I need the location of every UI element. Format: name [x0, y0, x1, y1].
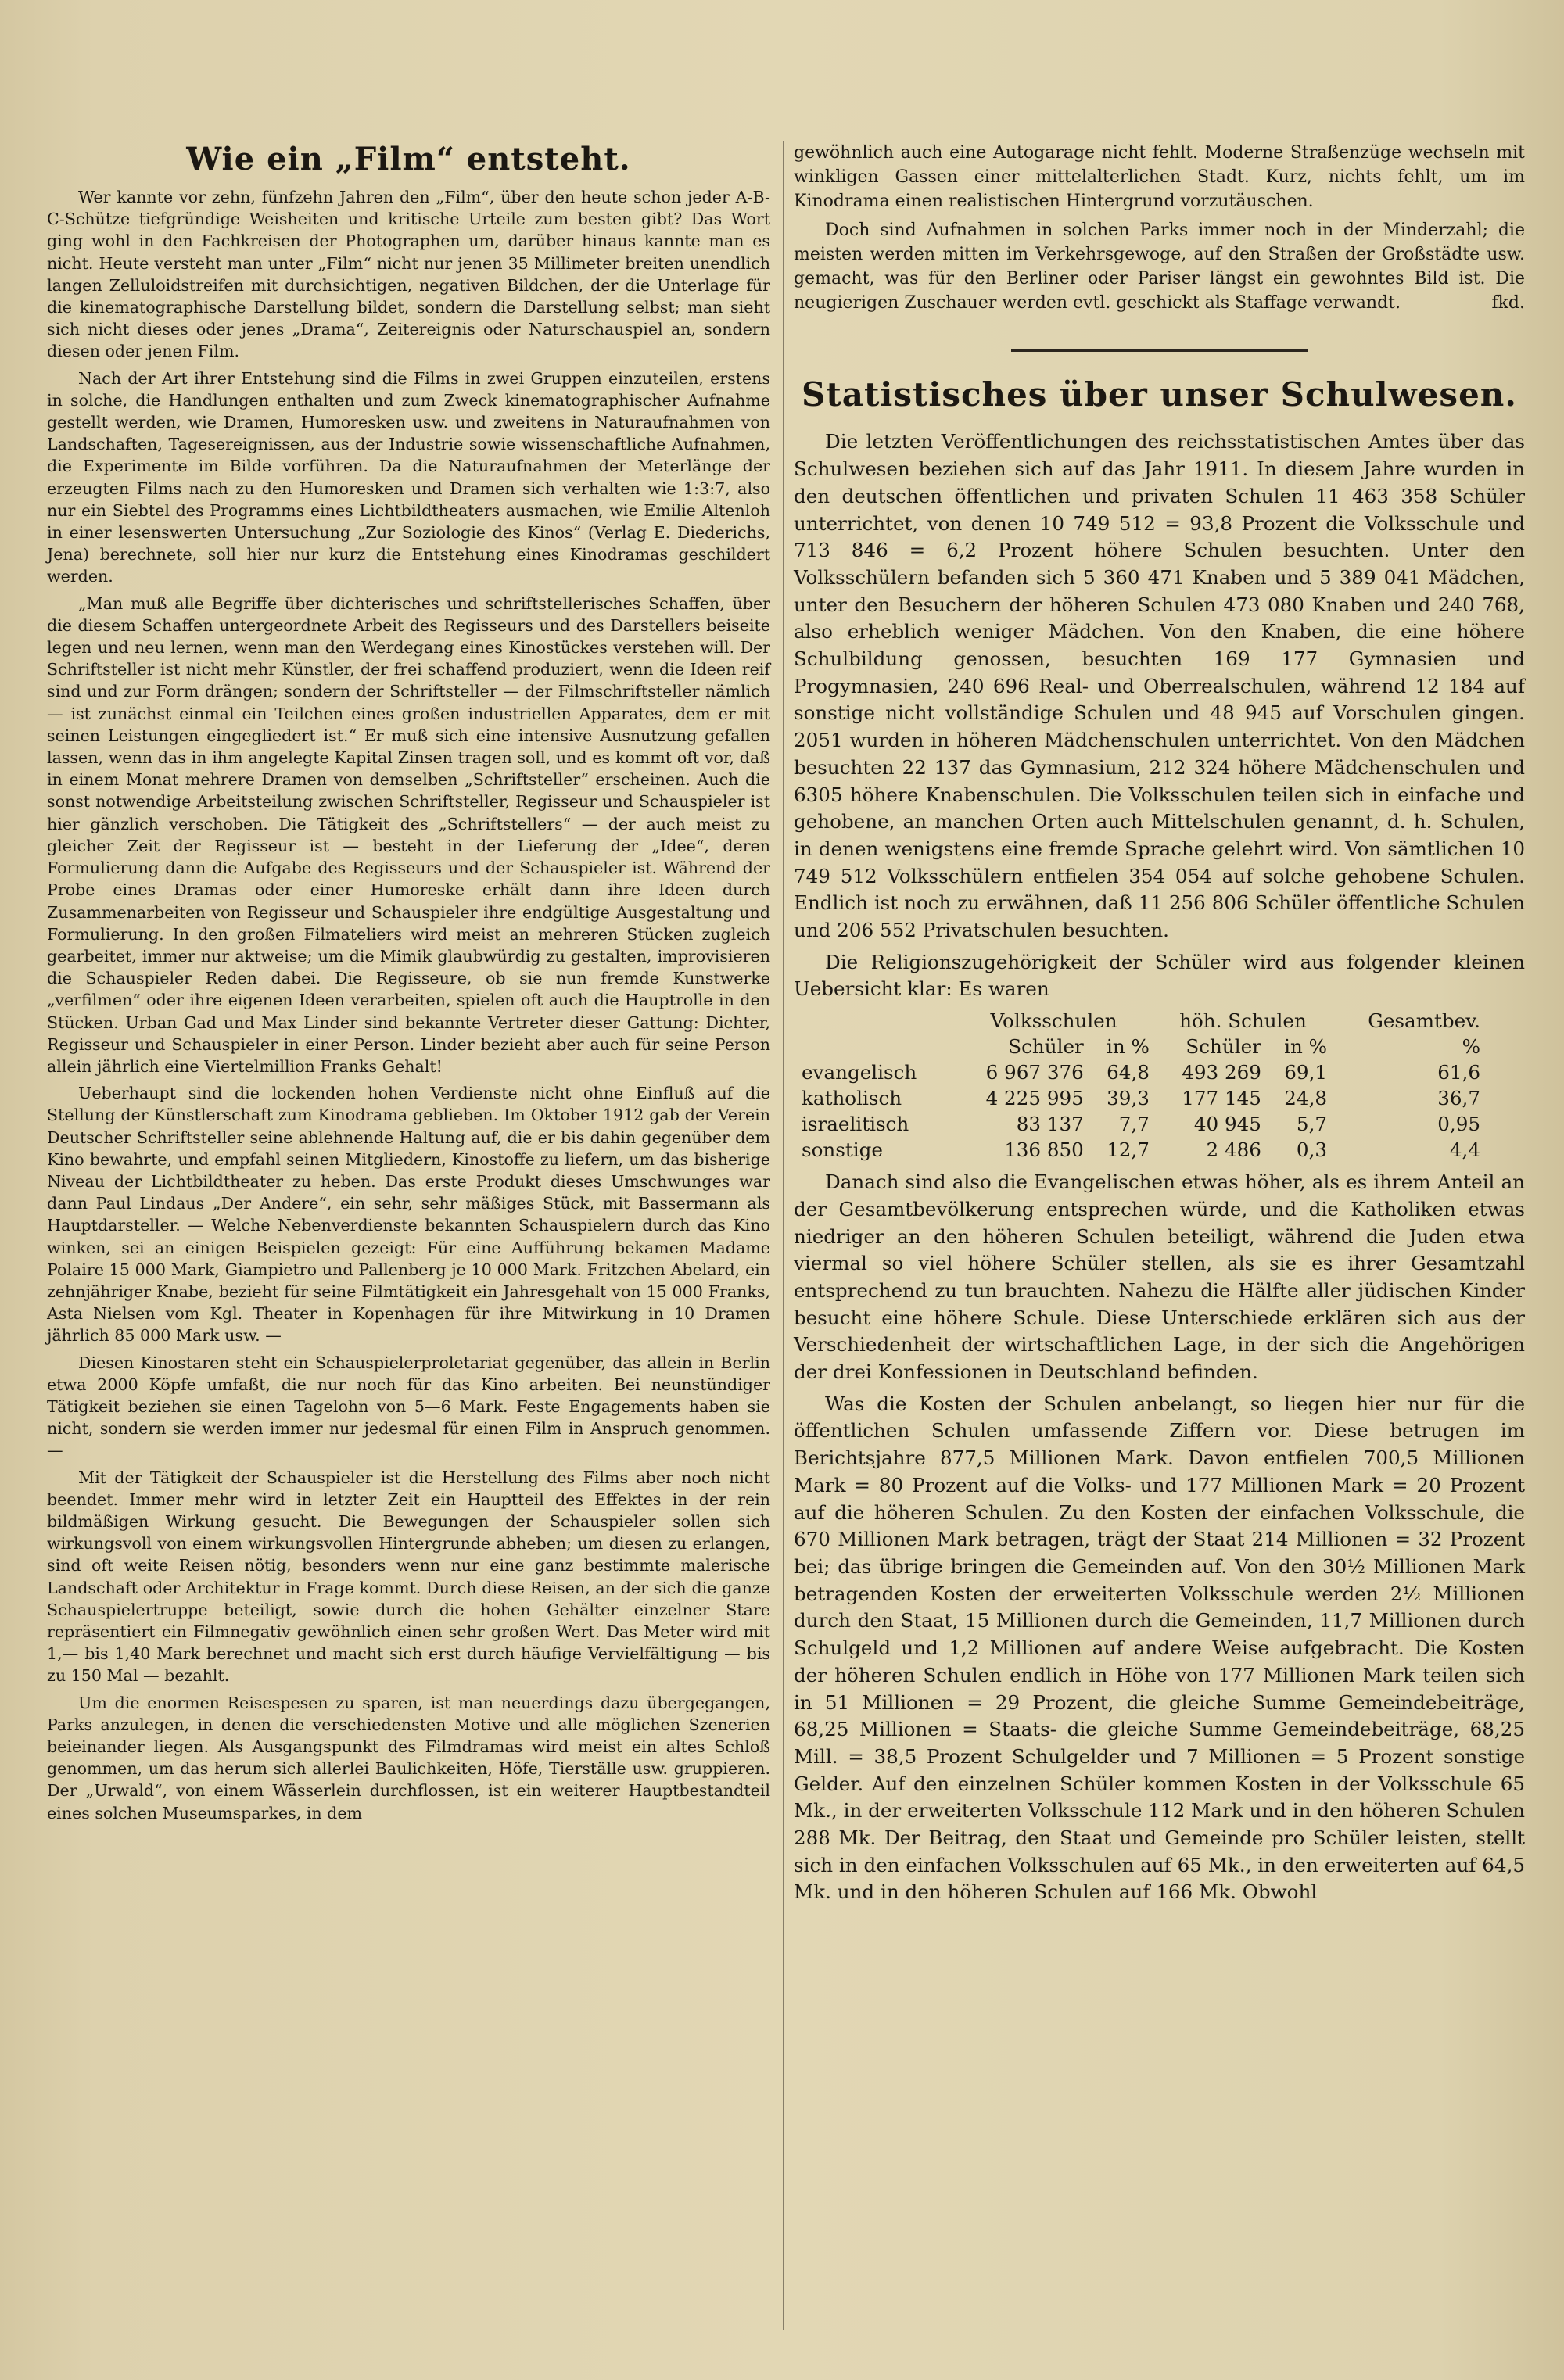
column-divider	[783, 141, 784, 2330]
article-film-paragraph: Wer kannte vor zehn, fünfzehn Jahren den „Film“, über den heute schon jeder A-B-C-Schütze tiefgründige Weisheiten und kritische Urteile zum besten gibt? Das Wort ging wohl in den Fachkreisen der Photographen um, darüber hinaus kannte man es nicht. Heute versteht man unter „Film“ nicht nur jenen 35 Millimeter breiten unendlich langen Zelluloidstreifen mit durchsichtigen, negativen Bildchen, der die Unterlage für die kinematographische Darstellung bildet, sondern die Darstellung selbst; man sieht sich nicht dieses oder jenes „Drama“, Zeitereignis oder Naturschauspiel an, sondern diesen oder jenen Film.	[47, 188, 770, 361]
cell-volksschulen-percent: 7,7	[1118, 1113, 1150, 1136]
table-sub-header-row	[797, 1034, 1485, 1059]
article-school-paragraph: Die letzten Veröffentlichungen des reichsstatistischen Amtes über das Schulwesen beziehen sich auf das Jahr 1911. In diesem Jahre wurden in den deutschen öffentlichen und privaten Schulen 11 463 358 Schüler unterrichtet, von denen 10 749 512 = 93,8 Prozent die Volksschule und 713 846 = 6,2 Prozent höhere Schulen besuchten. Unter den Volksschülern befanden sich 5 360 471 Knaben und 5 389 041 Mädchen, unter den Besuchern der höheren Schulen 473 080 Knaben und 240 768, also erheblich weniger Mädchen. Von den Knaben, die eine höhere Schulbildung genossen, besuchten 169 177 Gymnasien und Progymnasien, 240 696 Real- und Oberrealschulen, während 12 184 auf sonstige nicht vollständige Schulen und 48 945 auf Vorschulen gingen. 2051 wurden in höheren Mädchenschulen unterrichtet. Von den Mädchen besuchten 22 137 das Gymnasium, 212 324 höhere Mädchenschulen und 6305 höhere Knabenschulen. Die Volksschulen teilen sich in einfache und gehobene, an manchen Orten auch Mittelschulen genannt, d. h. Schulen, in denen wenigstens eine fremde Sprache gelehrt wird. Von sämtlichen 10 749 512 Volksschülern entfielen 354 054 auf solche gehobene Schulen. Endlich ist noch zu erwähnen, daß 11 256 806 Schüler öffentliche Schulen und 206 552 Privatschulen besuchten.	[794, 430, 1525, 942]
table-row	[797, 1085, 1485, 1111]
cell-volksschulen-schueler: 136 850	[1004, 1138, 1084, 1162]
article-school	[794, 375, 1525, 1906]
row-label: katholisch	[802, 1087, 902, 1110]
cell-volksschulen-schueler: 6 967 376	[985, 1061, 1084, 1084]
column-header-percent: in %	[1107, 1035, 1150, 1059]
cell-hoehere-schueler: 2 486	[1206, 1138, 1261, 1162]
article-film-paragraph: Diesen Kinostaren steht ein Schauspielerproletariat gegenüber, das allein in Berlin etwa 2000 Köpfe umfaßt, die nur noch für das Kino arbeiten. Bei neunstündiger Tätigkeit beziehen sie einen Tagelohn von 5—6 Mark. Feste Engagements haben sie nicht, sondern sie werden immer nur jedesmal für einen Film in Anspruch genommen. —	[47, 1353, 770, 1461]
article-film-continuation-text: Doch sind Aufnahmen in solchen Parks immer noch in der Minderzahl; die meisten werden mitten im Verkehrsgewoge, auf den Straßen der Großstädte usw. gemacht, was für den Berliner oder Pariser längst ein gewohntes Bild ist. Die neugierigen Zuschauer werden evtl. geschickt als Staffage verwandt.	[794, 220, 1525, 313]
religion-statistics-table	[797, 1008, 1485, 1163]
table-group-header-row	[797, 1008, 1485, 1034]
column-header-percent: %	[1462, 1035, 1480, 1059]
article-separator	[1011, 349, 1308, 352]
cell-volksschulen-percent: 39,3	[1107, 1087, 1150, 1110]
article-film-title: Wie ein „Film“ entsteht.	[186, 141, 631, 177]
column-group-volksschulen: Volksschulen	[990, 1009, 1117, 1033]
cell-hoehere-percent: 24,8	[1284, 1087, 1328, 1110]
cell-hoehere-percent: 69,1	[1284, 1061, 1328, 1084]
column-group-gesamtbevoelkerung: Gesamtbev.	[1368, 1009, 1480, 1033]
column-header-percent: in %	[1284, 1035, 1328, 1059]
column-group-hoehere-schulen: höh. Schulen	[1179, 1009, 1307, 1033]
cell-volksschulen-schueler: 4 225 995	[985, 1087, 1084, 1110]
article-film-paragraph: Nach der Art ihrer Entstehung sind die Films in zwei Gruppen einzuteilen, erstens in solche, die Handlungen enthalten und zum Zweck kinematographischer Aufnahme gestellt werden, wie Dramen, Humoresken usw. und zweitens in Naturaufnahmen von Landschaften, Tagesereignissen, aus der Industrie sowie wissenschaftliche Aufnahmen, die Experimente im Bilde vorführen. Da die Naturaufnahmen der Meterlänge der erzeugten Films nach zu den Humoresken und Dramen sich verhalten wie 1:3:7, also nur ein Siebtel des Programms eines Lichtbildtheaters ausmachen, wie Emilie Altenloh in einer lesenswerten Untersuchung „Zur Soziologie des Kinos“ (Verlag E. Diederichs, Jena) berechnete, soll hier nur kurz die Entstehung eines Kinodramas geschildert werden.	[47, 368, 770, 586]
cell-hoehere-percent: 0,3	[1296, 1138, 1328, 1162]
column-header-schueler: Schüler	[1186, 1035, 1261, 1059]
article-film-paragraph: Ueberhaupt sind die lockenden hohen Verdienste nicht ohne Einfluß auf die Stellung der Künstlerschaft zum Kinodrama geblieben. Im Oktober 1912 gab der Verein Deutscher Schriftsteller seine ablehnende Haltung auf, die er bis dahin gegenüber dem Kino bewahrte, und empfahl seinen Mitgliedern, Kinostoffe zu liefern, um das bisherige Niveau der Lichtbildtheater zu heben. Das erste Produkt dieses Umschwunges war dann Paul Lindaus „Der Andere“, ein sehr, sehr mäßiges Stück, mit Bassermann als Hauptdarsteller. — Welche Nebenverdienste bekannten Schauspielern durch das Kino winken, sei an einigen Beispielen gezeigt: Für eine Aufführung bekamen Madame Polaire 15 000 Mark, Giampietro und Pallenberg je 10 000 Mark. Fritzchen Abelard, ein zehnjähriger Knabe, bezieht für seine Filmtätigkeit ein Jahresgehalt von 15 000 Franks, Asta Nielsen vom Kgl. Theater in Kopenhagen für ihre Mitwirkung in 10 Dramen jährlich 85 000 Mark usw. —	[47, 1084, 770, 1346]
article-film-continuation-paragraph	[794, 218, 1525, 315]
article-school-paragraph: Die Religionszugehörigkeit der Schüler wird aus folgender kleinen Uebersicht klar: Es waren	[794, 950, 1525, 1001]
column-header-schueler: Schüler	[1008, 1035, 1084, 1059]
row-label: sonstige	[802, 1138, 883, 1162]
article-film-continuation	[794, 141, 1525, 315]
article-film-paragraph: „Man muß alle Begriffe über dichterisches und schriftstellerisches Schaffen, über die diesem Schaffen untergeordnete Arbeit des Regisseurs und des Darstellers beiseite legen und neu lernen, wenn man den Werdegang eines Kinostückes verstehen will. Der Schriftsteller ist nicht mehr Künstler, der frei schaffend produziert, wenn die Ideen reif sind und zur Form drängen; sondern der Schriftsteller — der Filmschriftsteller nämlich — ist zunächst einmal ein Teilchen eines großen industriellen Apparates, dem er mit seinen Leistungen eingegliedert ist.“ Er muß sich eine intensive Ausnutzung gefallen lassen, wenn das in ihm angelegte Kapital Zinsen tragen soll, und es kommt oft vor, daß in einem Monat mehrere Dramen von demselben „Schriftsteller“ erscheinen. Auch die sonst notwendige Arbeitsteilung zwischen Schriftsteller, Regisseur und Schauspieler ist hier gänzlich verschoben. Die Tätigkeit des „Schriftstellers“ — der auch meist zu gleicher Zeit der Regisseur ist — besteht in der Lieferung der „Idee“, deren Formulierung dann die Aufgabe des Regisseurs und der Schauspieler ist. Während der Probe eines Dramas oder einer Humoreske erhält dann ihre Ideen durch Zusammenarbeiten von Regisseur und Schauspieler ihre endgültige Ausgestaltung und Formulierung. In den großen Filmateliers wird meist an mehreren Stücken zugleich gearbeitet, immer nur aktweise; um die Mimik glaubwürdig zu gestalten, improvisieren die Schauspieler Reden dabei. Die Regisseure, ob sie nun fremde Kunstwerke „verfilmen“ oder ihre eigenen Ideen verarbeiten, spielen oft auch die Hauptrolle in den Stücken. Urban Gad und Max Linder sind bekannte Vertreter dieser Gattung: Dichter, Regisseur und Schauspieler in einer Person. Linder bezieht aber auch für seine Person allein jährlich eine Viertelmillion Franks Gehalt!	[47, 593, 770, 1076]
cell-volksschulen-percent: 12,7	[1107, 1138, 1150, 1162]
cell-hoehere-schueler: 177 145	[1182, 1087, 1261, 1110]
cell-gesamt-percent: 36,7	[1437, 1087, 1480, 1110]
row-label: evangelisch	[802, 1061, 917, 1084]
row-label: israelitisch	[802, 1113, 909, 1136]
cell-hoehere-schueler: 40 945	[1193, 1113, 1261, 1136]
cell-volksschulen-percent: 64,8	[1107, 1061, 1150, 1084]
table-row	[797, 1059, 1485, 1085]
article-school-title: Statistisches über unser Schulwesen.	[802, 375, 1517, 414]
table-row	[797, 1137, 1485, 1163]
cell-volksschulen-schueler: 83 137	[1016, 1113, 1084, 1136]
article-school-paragraph: Was die Kosten der Schulen anbelangt, so liegen hier nur für die öffentlichen Schulen umfassende Ziffern vor. Diese betrugen im Berichtsjahre 877,5 Millionen Mark. Davon entfielen 700,5 Millionen Mark = 80 Prozent auf die Volks- und 177 Millionen Mark = 20 Prozent auf die höheren Schulen. Zu den Kosten der einfachen Volksschule, die 670 Millionen Mark betragen, trägt der Staat 214 Millionen = 32 Prozent bei; das übrige bringen die Gemeinden auf. Von den 30½ Millionen Mark betragenden Kosten der erweiterten Volksschule werden 2½ Millionen durch den Staat, 15 Millionen durch die Gemeinden, 11,7 Millionen durch Schulgeld und 1,2 Millionen auf andere Weise aufgebracht. Die Kosten der höheren Schulen endlich in Höhe von 177 Millionen Mark teilen sich in 51 Millionen = 29 Prozent, die gleiche Summe Gemeindebeiträge, 68,25 Millionen = Staats- die gleiche Summe Gemeindebeiträge, 68,25 Mill. = 38,5 Prozent Schulgelder und 7 Millionen = 5 Prozent sonstige Gelder. Auf den einzelnen Schüler kommen Kosten in der Volksschule 65 Mk., in der erweiterten Volksschule 112 Mark und in den höheren Schulen 288 Mk. Der Beitrag, den Staat und Gemeinde pro Schüler leisten, stellt sich in den einfachen Volksschulen auf 65 Mk., in den erweiterten auf 64,5 Mk. und in den höheren Schulen auf 166 Mk. Obwohl	[794, 1392, 1525, 1904]
article-film-paragraph: Mit der Tätigkeit der Schauspieler ist die Herstellung des Films aber noch nicht beendet. Immer mehr wird in letzter Zeit ein Hauptteil des Effektes in der rein bildmäßigen Wirkung gesucht. Die Bewegungen der Schauspieler sollen sich wirkungsvoll von einem wirkungsvollen Hintergrunde abheben; um diesen zu erlangen, sind oft weite Reisen nötig, besonders wenn nur eine ganz bestimmte malerische Landschaft oder Architektur in Frage kommt. Durch diese Reisen, an der sich die ganze Schauspielertruppe beteiligt, sowie durch die hohen Gehälter einzelner Stare repräsentiert ein Filmnegativ gewöhnlich einen sehr großen Wert. Das Meter wird mit 1,— bis 1,40 Mark berechnet und macht sich erst durch häufige Vervielfältigung — bis zu 150 Mal — bezahlt.	[47, 1468, 770, 1686]
article-film-paragraph: Um die enormen Reisespesen zu sparen, ist man neuerdings dazu übergegangen, Parks anzulegen, in denen die verschiedensten Motive und alle möglichen Szenerien beieinander liegen. Als Ausgangspunkt des Filmdramas wird meist ein altes Schloß genommen, um das herum sich allerlei Baulichkeiten, Höfe, Tierställe usw. gruppieren. Der „Urwald“, von einem Wässerlein durchflossen, ist ein weiterer Hauptbestandteil eines solchen Museumsparkes, in dem	[47, 1693, 770, 1823]
table-row	[797, 1111, 1485, 1137]
article-film	[47, 141, 770, 1829]
cell-gesamt-percent: 4,4	[1449, 1138, 1480, 1162]
cell-gesamt-percent: 61,6	[1437, 1061, 1480, 1084]
article-school-paragraph: Danach sind also die Evangelischen etwas höher, als es ihrem Anteil an der Gesamtbevölkerung entsprechen würde, und die Katholiken etwas niedriger an den höheren Schulen beteiligt, während die Juden etwa viermal so viel höhere Schüler stellen, als sie es ihrer Gesamtzahl entsprechend zu tun brauchten. Nahezu die Hälfte aller jüdischen Kinder besucht eine höhere Schule. Diese Unterschiede erklären sich aus der Verschiedenheit der wirtschaftlichen Lage, in der sich die Angehörigen der drei Konfessionen in Deutschland befinden.	[794, 1170, 1525, 1384]
article-film-continuation-paragraph: gewöhnlich auch eine Autogarage nicht fehlt. Moderne Straßenzüge wechseln mit winkligen Gassen einer mittelalterlichen Stadt. Kurz, nichts fehlt, um im Kinodrama einen realistischen Hintergrund vorzutäuschen.	[794, 143, 1525, 211]
right-column	[794, 141, 1525, 1911]
cell-gesamt-percent: 0,95	[1437, 1113, 1480, 1136]
cell-hoehere-percent: 5,7	[1296, 1113, 1328, 1136]
article-signature: fkd.	[1491, 293, 1525, 313]
cell-hoehere-schueler: 493 269	[1182, 1061, 1261, 1084]
